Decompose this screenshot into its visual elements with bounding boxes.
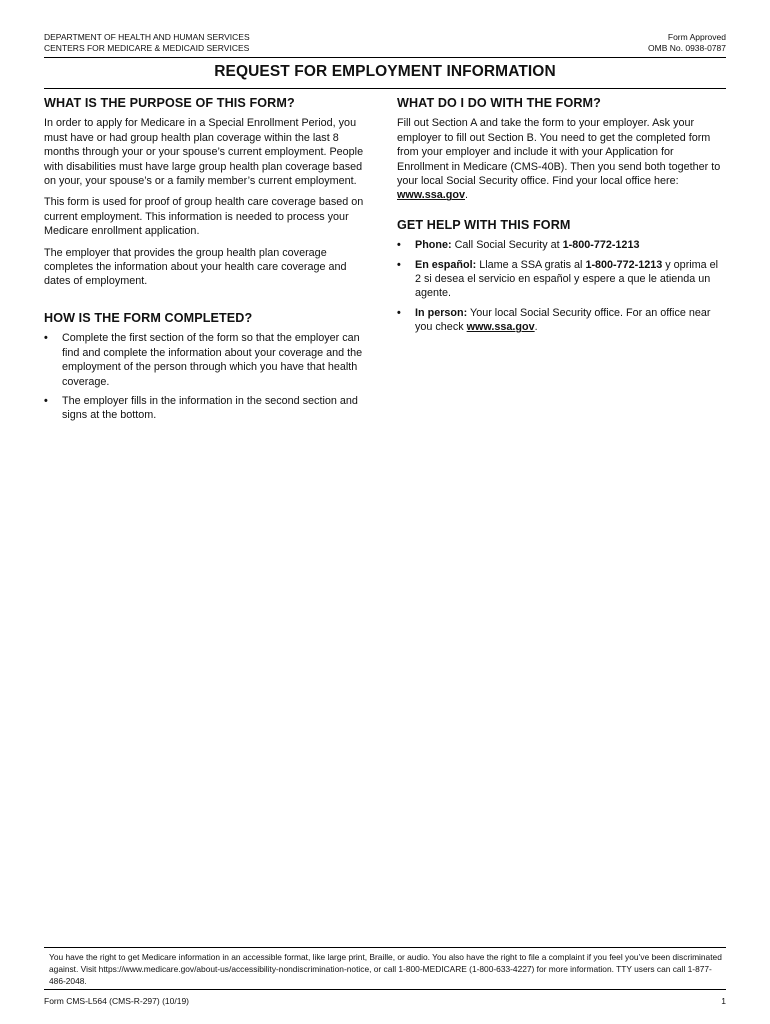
list-item: • En español: Llame a SSA gratis al 1-800-772-1213 y oprima el 2 si desea el servicio en español y espere a que le atienda un agente. (397, 258, 719, 300)
left-column (44, 96, 374, 428)
title-rule-bottom (44, 88, 726, 89)
todo-text: Fill out Section A and take the form to your employer. Ask your employer to fill out Section B. You need to get the completed form from your employer and include it with your Application for Enrollment in Medicare (CMS-40B). Then you send both together to your local Social Security office. Find your local office here: (397, 117, 721, 188)
help-heading: GET HELP WITH THIS FORM (397, 217, 571, 232)
form-page (44, 0, 726, 1024)
title-rule-top (44, 57, 726, 58)
form-approved-label: Form Approved (667, 32, 726, 42)
list-item: • In person: Your local Social Security office. For an office near you check www.ssa.gov. (397, 306, 711, 334)
ssa-link[interactable]: www.ssa.gov (397, 189, 466, 202)
department-line-2: CENTERS FOR MEDICARE & MEDICAID SERVICES (44, 43, 250, 53)
department-line-1: DEPARTMENT OF HEALTH AND HUMAN SERVICES (44, 32, 250, 42)
page-title: REQUEST FOR EMPLOYMENT INFORMATION (214, 63, 556, 80)
purpose-paragraph-3: The employer that provides the group health plan coverage completes the information about your health care coverage and dates of employment. (44, 246, 347, 288)
page-number: 1 (721, 996, 726, 1006)
spanish-label: En español: (415, 258, 477, 271)
completed-list (44, 331, 374, 422)
help-list (397, 238, 727, 334)
purpose-paragraph-2: This form is used for proof of group health care coverage based on current employment. This information is needed to process your Medicare enrollment application. (44, 196, 364, 238)
purpose-heading: WHAT IS THE PURPOSE OF THIS FORM? (44, 96, 295, 110)
todo-heading: WHAT DO I DO WITH THE FORM? (397, 96, 601, 110)
list-item: • The employer fills in the information in the second section and signs at the bottom. (44, 394, 358, 422)
omb-number: OMB No. 0938-0787 (648, 43, 726, 53)
purpose-paragraph-1: In order to apply for Medicare in a Special Enrollment Period, you must have or had group health plan coverage within the last 8 months through your or your spouse’s current employment. People with disabilities must have large group health plan coverage based on your, your spouse’s or a family member’s current employment. (44, 117, 364, 188)
todo-paragraph: Fill out Section A and take the form to your employer. Ask your employer to fill out Section B. You need to get the completed form from your employer and include it with your Application for Enrollment in Medicare (CMS-40B). Then you send both together to your local Social Security office. Find your local office here: www.ssa.gov. (397, 117, 721, 202)
approval-block (648, 32, 726, 54)
in-person-label: In person: (415, 306, 468, 319)
accessibility-notice: You have the right to get Medicare information in an accessible format, like large print, Braille, or audio. You also have the right to file a complaint if you feel you’ve been discriminated against. Visit https://www.medicare.gov/about-us/accessibility-nondiscrimination-notice, or call 1-800-MEDICARE (1-800-633-4227) for more information. TTY users can call 1-877-486-2048. (44, 947, 726, 990)
ssa-link-2[interactable]: www.ssa.gov (466, 321, 535, 334)
completed-heading: HOW IS THE FORM COMPLETED? (44, 310, 253, 325)
phone-number: 1-800-772-1213 (562, 239, 640, 252)
department-block (44, 32, 250, 54)
spanish-phone-number: 1-800-772-1213 (585, 258, 663, 271)
list-item: • Phone: Call Social Security at 1-800-772-1213 (397, 239, 640, 252)
form-id: Form CMS-L564 (CMS-R-297) (10/19) (44, 996, 190, 1006)
form-footer (44, 996, 726, 1006)
right-column (397, 96, 727, 340)
completed-bullet-2: The employer fills in the information in the second section and signs at the bottom. (62, 394, 358, 422)
list-item: • Complete the first section of the form so that the employer can find and complete the information about your coverage and the employment of the person through which you have that health coverage. (44, 332, 363, 388)
completed-bullet-1: Complete the first section of the form so that the employer can find and complete the information about your coverage and the employment of the person through which you have that health coverage. (62, 332, 363, 388)
phone-label: Phone: (415, 239, 452, 252)
